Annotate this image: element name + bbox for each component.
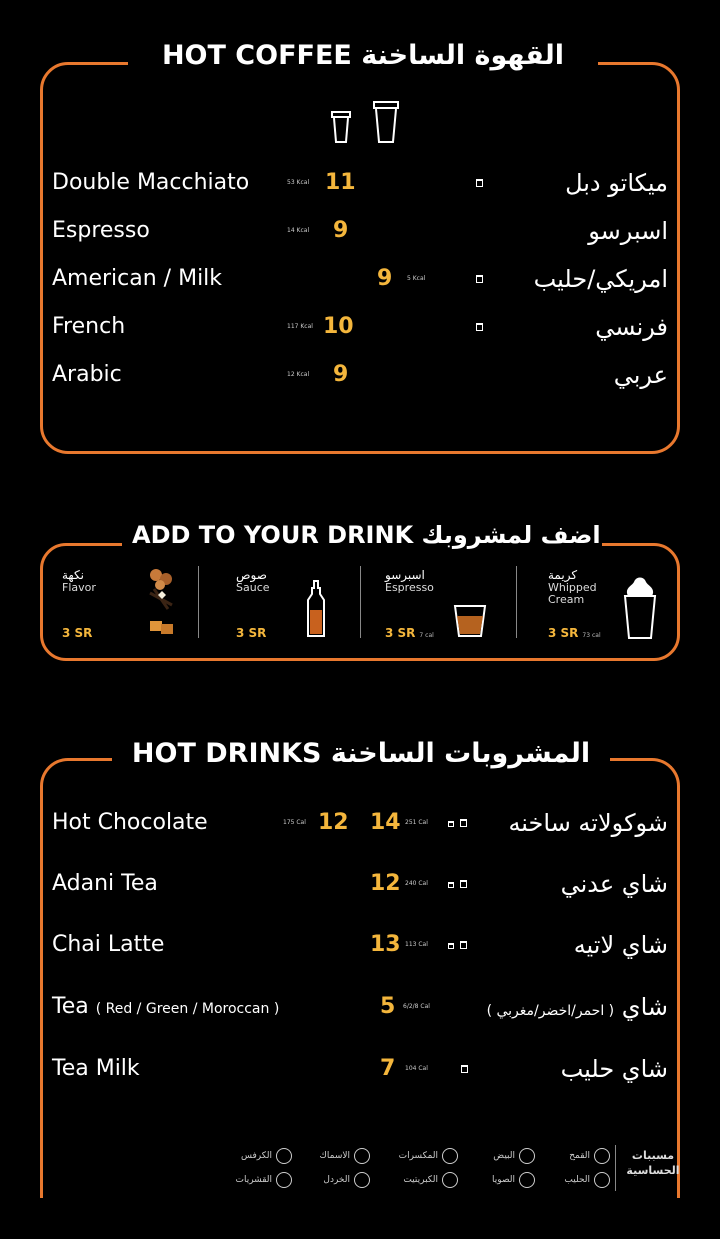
item-note-en: ( Red / Green / Moroccan ) bbox=[95, 1001, 280, 1017]
menu-row-espresso[interactable] bbox=[0, 211, 720, 251]
cup-size-icon bbox=[448, 882, 454, 888]
price-large: 14 bbox=[370, 810, 401, 835]
whipped-cream-cup-icon bbox=[622, 574, 658, 640]
menu-row-double-macchiato[interactable] bbox=[0, 163, 720, 203]
addon-price: 3 SR bbox=[236, 626, 267, 640]
large-cup-icon bbox=[372, 100, 400, 144]
kcal-label-small: 175 Cal bbox=[283, 819, 306, 826]
price: 9 bbox=[377, 266, 393, 291]
price: 11 bbox=[325, 170, 356, 195]
item-name-en: Espresso bbox=[52, 218, 150, 243]
cup-size-icon bbox=[460, 880, 467, 888]
add-to-drink-title-ar: اضف لمشروبك bbox=[421, 521, 601, 549]
item-name-ar: شاي حليب bbox=[560, 1055, 668, 1083]
shellfish-icon bbox=[276, 1172, 292, 1188]
hot-coffee-title-ar: القهوة الساخنة bbox=[361, 40, 565, 71]
hot-drinks-title-en: HOT DRINKS bbox=[131, 738, 322, 769]
addon-price: 3 SR 7 cal bbox=[385, 626, 434, 640]
price: 9 bbox=[333, 218, 349, 243]
allergens-divider bbox=[615, 1145, 616, 1191]
kcal-label: 53 Kcal bbox=[287, 179, 310, 186]
addon-price: 3 SR bbox=[62, 626, 93, 640]
addon-price: 3 SR 73 cal bbox=[548, 626, 601, 640]
menu-row-hot-chocolate[interactable] bbox=[0, 803, 720, 843]
addon-name-en: Sauce bbox=[236, 581, 270, 594]
kcal-label-large: 104 Cal bbox=[405, 1065, 428, 1072]
item-name-ar: شاي عدني bbox=[560, 870, 668, 898]
menu-row-american-milk[interactable] bbox=[0, 259, 720, 299]
price-large: 5 bbox=[380, 994, 396, 1019]
price: 9 bbox=[333, 362, 349, 387]
hot-coffee-title-en: HOT COFFEE bbox=[161, 40, 352, 71]
allergen-sulphite: الكبريتيت bbox=[403, 1172, 458, 1188]
small-cup-icon bbox=[330, 110, 352, 144]
item-name-ar: شوكولاته ساخنه bbox=[508, 809, 668, 837]
item-name-en: French bbox=[52, 314, 126, 339]
mustard-icon bbox=[354, 1172, 370, 1188]
price-large: 13 bbox=[370, 932, 401, 957]
item-name-en: Arabic bbox=[52, 362, 122, 387]
hot-coffee-frame bbox=[40, 62, 680, 454]
addon-name-en: Whipped Cream bbox=[548, 581, 597, 606]
add-to-drink-title-en: ADD TO YOUR DRINK bbox=[132, 521, 414, 549]
menu-row-adani-tea[interactable] bbox=[0, 864, 720, 904]
cup-size-icon bbox=[448, 821, 454, 827]
item-name-en: Tea ( Red / Green / Moroccan ) bbox=[52, 994, 280, 1019]
kcal-label: 5 Kcal bbox=[407, 275, 426, 282]
cup-size-icon bbox=[476, 179, 483, 187]
addon-divider bbox=[198, 566, 199, 638]
addon-divider bbox=[360, 566, 361, 638]
cup-size-icon bbox=[460, 819, 467, 827]
fish-icon bbox=[354, 1148, 370, 1164]
item-note-ar: ( احمر/اخضر/مغربي ) bbox=[486, 1003, 615, 1019]
addon-name-ar: كريمة bbox=[548, 568, 578, 582]
cup-size-icon bbox=[476, 275, 483, 283]
kcal-label-large: 113 Cal bbox=[405, 941, 428, 948]
allergen-fish: الاسماك bbox=[319, 1148, 370, 1164]
item-name-ar: شاي ( احمر/اخضر/مغربي ) bbox=[486, 993, 668, 1021]
hot-drinks-title-ar: المشروبات الساخنة bbox=[330, 738, 591, 769]
menu-row-arabic[interactable] bbox=[0, 355, 720, 395]
flavor-icon bbox=[144, 565, 178, 641]
addon-name-en: Espresso bbox=[385, 581, 434, 594]
addon-name-ar: نكهة bbox=[62, 568, 84, 582]
egg-icon bbox=[519, 1148, 535, 1164]
item-name-ar: فرنسي bbox=[595, 313, 668, 341]
addon-espresso[interactable] bbox=[385, 560, 500, 645]
espresso-shot-icon bbox=[453, 604, 487, 638]
wheat-icon bbox=[594, 1148, 610, 1164]
allergen-wheat: القمح bbox=[569, 1148, 610, 1164]
kcal-label-large: 240 Cal bbox=[405, 880, 428, 887]
price-large: 12 bbox=[370, 871, 401, 896]
item-name-ar: امريكي/حليب bbox=[533, 265, 668, 293]
kcal-label-large: 251 Cal bbox=[405, 819, 428, 826]
addon-name-ar: صوص bbox=[236, 568, 267, 582]
cup-size-icon bbox=[461, 1065, 468, 1073]
allergens-title: مسببات الحساسية bbox=[626, 1149, 680, 1177]
item-name-ar: ميكاتو دبل bbox=[565, 169, 668, 197]
allergen-milk: الحليب bbox=[564, 1172, 610, 1188]
item-name-ar: شاي لاتيه bbox=[573, 931, 668, 959]
menu-row-french[interactable] bbox=[0, 307, 720, 347]
addon-divider bbox=[516, 566, 517, 638]
item-name-ar: اسبرسو bbox=[588, 217, 668, 245]
menu-row-chai-latte[interactable] bbox=[0, 925, 720, 965]
sulphite-icon bbox=[442, 1172, 458, 1188]
celery-icon bbox=[276, 1148, 292, 1164]
item-name-en: Adani Tea bbox=[52, 871, 158, 896]
menu-row-tea[interactable] bbox=[0, 987, 720, 1027]
milk-icon bbox=[594, 1172, 610, 1188]
allergen-shellfish: القشريات bbox=[235, 1172, 292, 1188]
kcal-label: 117 Kcal bbox=[287, 323, 313, 330]
kcal-label: 12 Kcal bbox=[287, 371, 310, 378]
menu-row-tea-milk[interactable] bbox=[0, 1049, 720, 1089]
allergen-egg: البيض bbox=[493, 1148, 535, 1164]
item-name-en: Hot Chocolate bbox=[52, 810, 208, 835]
item-name-en: American / Milk bbox=[52, 266, 223, 291]
addon-name-ar: اسبرسو bbox=[385, 568, 425, 582]
add-to-drink-title bbox=[122, 518, 602, 552]
kcal-label-large: 6/2/8 Cal bbox=[403, 1003, 430, 1010]
hot-coffee-title bbox=[128, 38, 598, 74]
addon-flavor[interactable] bbox=[62, 560, 192, 645]
price-small: 12 bbox=[318, 810, 349, 835]
price-large: 7 bbox=[380, 1056, 396, 1081]
kcal-label: 14 Kcal bbox=[287, 227, 310, 234]
allergen-soy: الصويا bbox=[492, 1172, 535, 1188]
allergen-mustard: الخردل bbox=[323, 1172, 370, 1188]
allergen-nuts: المكسرات bbox=[399, 1148, 458, 1164]
hot-drinks-title bbox=[112, 735, 610, 773]
addon-whipped-cream[interactable] bbox=[548, 560, 663, 645]
item-name-ar: عربي bbox=[613, 361, 668, 389]
item-name-en: Tea Milk bbox=[52, 1056, 140, 1081]
item-name-en: Chai Latte bbox=[52, 932, 165, 957]
addon-name-en: Flavor bbox=[62, 581, 96, 594]
item-name-en: Double Macchiato bbox=[52, 170, 250, 195]
cup-size-icon bbox=[460, 941, 467, 949]
sauce-bottle-icon bbox=[306, 580, 326, 638]
addon-sauce[interactable] bbox=[236, 560, 346, 645]
soy-icon bbox=[519, 1172, 535, 1188]
allergen-celery: الكرفس bbox=[241, 1148, 292, 1164]
price: 10 bbox=[323, 314, 354, 339]
cup-size-icon bbox=[448, 943, 454, 949]
cup-size-icon bbox=[476, 323, 483, 331]
nuts-icon bbox=[442, 1148, 458, 1164]
